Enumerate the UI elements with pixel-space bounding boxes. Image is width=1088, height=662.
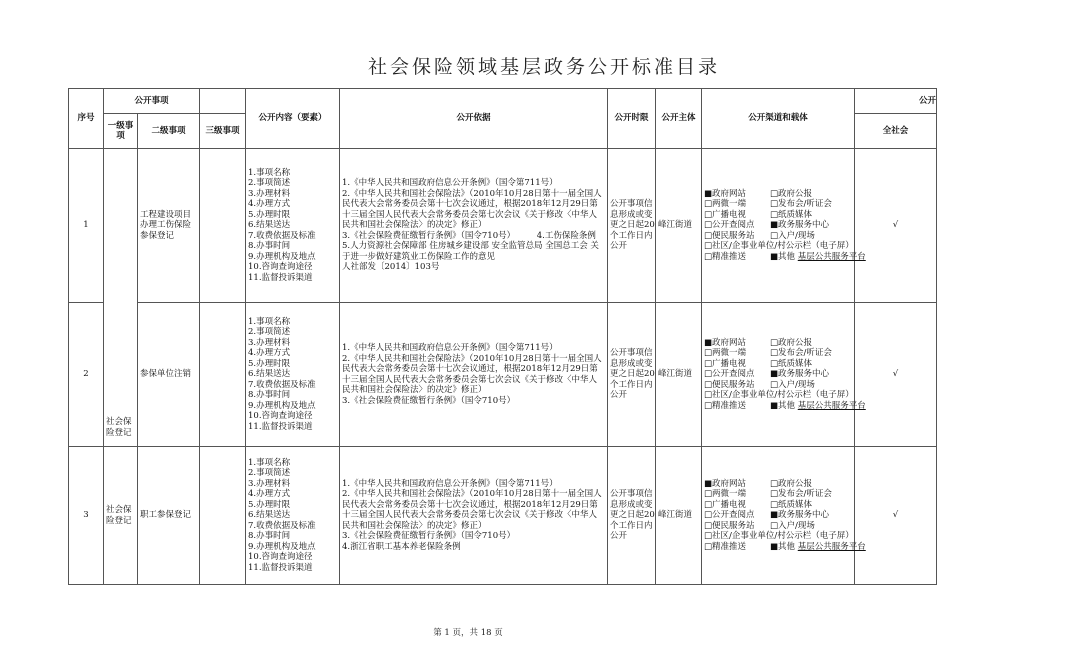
row-content xyxy=(246,303,340,447)
channel-option: □广播电视 xyxy=(704,209,747,220)
content-item: 3.办理材料 xyxy=(248,188,291,199)
row-scope: √ xyxy=(855,149,937,303)
row-channels xyxy=(702,447,866,585)
content-item: 11.监督投诉渠道 xyxy=(248,562,313,573)
row-content xyxy=(246,149,340,303)
channel-option: □两微一端 xyxy=(704,489,747,500)
channel-option: □两微一端 xyxy=(704,348,747,359)
header-basis: 公开依据 xyxy=(340,89,608,149)
header-blank xyxy=(200,89,246,114)
content-item: 9.办理机构及地点 xyxy=(248,251,316,262)
header-level1-text: 一级事项 xyxy=(107,120,134,141)
row-level2: 职工参保登记 xyxy=(138,447,200,585)
header-row-1 xyxy=(69,89,937,114)
content-item: 8.办事时间 xyxy=(248,531,291,542)
content-item: 2.事项简述 xyxy=(248,178,291,189)
channel-option: □纸质媒体 xyxy=(770,499,813,510)
row-basis: 1.《中华人民共和国政府信息公开条例》（国令第711号） 2.《中华人民共和国社会保险法》（2010年10月28日第十一届全国人民代表大会常务委员会第十七次会议通过，根据2018年12月29日第十三届全国人民代表大会常务委员会第七次会议《关于修改〈中华人民共和国社会保险法〉的决定》修正） 3.《社会保险费征缴暂行条例》（国令710号） 4.浙江省职工基本养老保险条例 xyxy=(340,447,608,585)
channel-option: ■政府网站 xyxy=(704,188,747,199)
channel-option: □社区/企事业单位/村公示栏（电子屏） xyxy=(704,241,854,252)
row-level2: 参保单位注销 xyxy=(138,303,200,447)
row-content xyxy=(246,447,340,585)
content-item: 2.事项简述 xyxy=(248,468,291,479)
channel-option: □两微一端 xyxy=(704,199,747,210)
channel-option: □政府公报 xyxy=(770,337,813,348)
row-scope: √ xyxy=(855,447,937,585)
content-item: 4.办理方式 xyxy=(248,348,291,359)
channel-option: □政府公报 xyxy=(770,188,813,199)
channel-option: □广播电视 xyxy=(704,499,747,510)
content-item: 1.事项名称 xyxy=(248,167,291,178)
header-subject: 公开主体 xyxy=(656,89,702,149)
content-item: 3.办理材料 xyxy=(248,337,291,348)
row-time: 公开事项信息形成或变更之日起20个工作日内公开 xyxy=(608,303,656,447)
header-seq: 序号 xyxy=(69,89,104,149)
row-seq: 3 xyxy=(69,447,104,585)
channel-option: □纸质媒体 xyxy=(770,209,813,220)
row-level3 xyxy=(200,303,246,447)
content-item: 6.结果送达 xyxy=(248,220,291,231)
page-footer: 第 1 页，共 18 页 xyxy=(433,628,503,638)
header-matter: 公开事项 xyxy=(104,89,200,114)
table-row xyxy=(69,149,937,303)
channel-option: □入户/现场 xyxy=(770,379,815,390)
catalog-table xyxy=(68,88,937,585)
content-item: 5.办理时限 xyxy=(248,209,291,220)
row-scope: √ xyxy=(855,303,937,447)
content-item: 9.办理机构及地点 xyxy=(248,400,316,411)
row-seq: 2 xyxy=(69,303,104,447)
content-item: 10.咨询查询途径 xyxy=(248,552,313,563)
channel-option: ■其他 xyxy=(770,541,796,552)
header-level3: 三级事项 xyxy=(200,114,246,149)
channel-platform: 基层公共服务平台 xyxy=(797,400,866,411)
row-basis: 1.《中华人民共和国政府信息公开条例》（国令第711号） 2.《中华人民共和国社会保险法》（2010年10月28日第十一届全国人民代表大会常务委员会第十七次会议通过，根据2018年12月29日第十三届全国人民代表大会常务委员会第七次会议《关于修改〈中华人民共和国社会保险法〉的决定》修正） 3.《社会保险费征缴暂行条例》（国令710号） 4.工伤保险条例 5.人力资源社会保障部 住房城乡建设部 安全监管总局 全国总工会 关于进一步做好建筑业工伤保险工作的意见 人社部发〔2014〕103号 xyxy=(340,149,608,303)
channel-option: □便民服务站 xyxy=(704,230,755,241)
channel-option: □便民服务站 xyxy=(704,379,755,390)
channel-option: ■政府网站 xyxy=(704,337,747,348)
channel-option: □入户/现场 xyxy=(770,230,815,241)
header-level1 xyxy=(104,114,138,149)
channel-option: □纸质媒体 xyxy=(770,358,813,369)
channel-option: □精准推送 xyxy=(704,251,747,262)
channel-option: ■政务服务中心 xyxy=(770,510,830,521)
row-level1: 社会保险登记 xyxy=(104,447,138,585)
header-scope-sub: 全社会 xyxy=(855,114,937,149)
channel-option: □便民服务站 xyxy=(704,520,755,531)
table-row xyxy=(69,303,937,447)
channel-option: □入户/现场 xyxy=(770,520,815,531)
header-scope: 公开 xyxy=(855,89,937,114)
content-item: 11.监督投诉渠道 xyxy=(248,421,313,432)
header-level2: 二级事项 xyxy=(138,114,200,149)
row-time: 公开事项信息形成或变更之日起20个工作日内公开 xyxy=(608,149,656,303)
content-item: 10.咨询查询途径 xyxy=(248,411,313,422)
table-row xyxy=(69,447,937,585)
content-item: 11.监督投诉渠道 xyxy=(248,272,313,283)
channel-option: □精准推送 xyxy=(704,541,747,552)
row-subject: 峰江街道 xyxy=(656,149,702,303)
channel-option: ■其他 xyxy=(770,400,796,411)
row-level1-merged: 社会保险登记 xyxy=(104,149,138,447)
content-item: 4.办理方式 xyxy=(248,199,291,210)
content-item: 6.结果送达 xyxy=(248,510,291,521)
content-item: 7.收费依据及标准 xyxy=(248,379,316,390)
content-item: 4.办理方式 xyxy=(248,489,291,500)
header-channels: 公开渠道和载体 xyxy=(702,89,855,149)
content-item: 7.收费依据及标准 xyxy=(248,230,316,241)
channel-option: □发布会/听证会 xyxy=(770,199,832,210)
content-item: 6.结果送达 xyxy=(248,369,291,380)
channel-option: □社区/企事业单位/村公示栏（电子屏） xyxy=(704,390,854,401)
content-item: 8.办事时间 xyxy=(248,390,291,401)
channel-option: □公开查阅点 xyxy=(704,510,755,521)
header-time: 公开时限 xyxy=(608,89,656,149)
channel-option: ■政府网站 xyxy=(704,478,747,489)
channel-option: ■政务服务中心 xyxy=(770,220,830,231)
row-subject: 峰江街道 xyxy=(656,303,702,447)
content-item: 5.办理时限 xyxy=(248,499,291,510)
content-item: 5.办理时限 xyxy=(248,358,291,369)
channel-option: ■其他 xyxy=(770,251,796,262)
content-item: 10.咨询查询途径 xyxy=(248,262,313,273)
content-item: 1.事项名称 xyxy=(248,316,291,327)
channel-option: □发布会/听证会 xyxy=(770,348,832,359)
channel-option: □政府公报 xyxy=(770,478,813,489)
row-seq: 1 xyxy=(69,149,104,303)
row-level3 xyxy=(200,149,246,303)
channel-platform: 基层公共服务平台 xyxy=(797,251,866,262)
row-level3 xyxy=(200,447,246,585)
row-subject: 峰江街道 xyxy=(656,447,702,585)
content-item: 2.事项简述 xyxy=(248,327,291,338)
row-time: 公开事项信息形成或变更之日起20个工作日内公开 xyxy=(608,447,656,585)
row-channels xyxy=(702,149,866,303)
content-item: 1.事项名称 xyxy=(248,457,291,468)
channel-platform: 基层公共服务平台 xyxy=(797,541,866,552)
content-item: 8.办事时间 xyxy=(248,241,291,252)
page-title: 社会保险领域基层政务公开标准目录 xyxy=(367,56,720,78)
header-content: 公开内容（要素） xyxy=(246,89,340,149)
row-channels xyxy=(702,303,866,447)
channel-option: □公开查阅点 xyxy=(704,220,755,231)
content-item: 3.办理材料 xyxy=(248,478,291,489)
channel-option: □公开查阅点 xyxy=(704,369,755,380)
channel-option: □发布会/听证会 xyxy=(770,489,832,500)
row-basis: 1.《中华人民共和国政府信息公开条例》（国令第711号） 2.《中华人民共和国社会保险法》（2010年10月28日第十一届全国人民代表大会常务委员会第十七次会议通过，根据2018年12月29日第十三届全国人民代表大会常务委员会第七次会议《关于修改〈中华人民共和国社会保险法〉的决定》修正） 3.《社会保险费征缴暂行条例》（国令710号） xyxy=(340,303,608,447)
channel-option: ■政务服务中心 xyxy=(770,369,830,380)
row-level2: 工程建设项目办理工伤保险参保登记 xyxy=(138,149,200,303)
channel-option: □精准推送 xyxy=(704,400,747,411)
content-item: 9.办理机构及地点 xyxy=(248,541,316,552)
channel-option: □广播电视 xyxy=(704,358,747,369)
channel-option: □社区/企事业单位/村公示栏（电子屏） xyxy=(704,531,854,542)
content-item: 7.收费依据及标准 xyxy=(248,520,316,531)
